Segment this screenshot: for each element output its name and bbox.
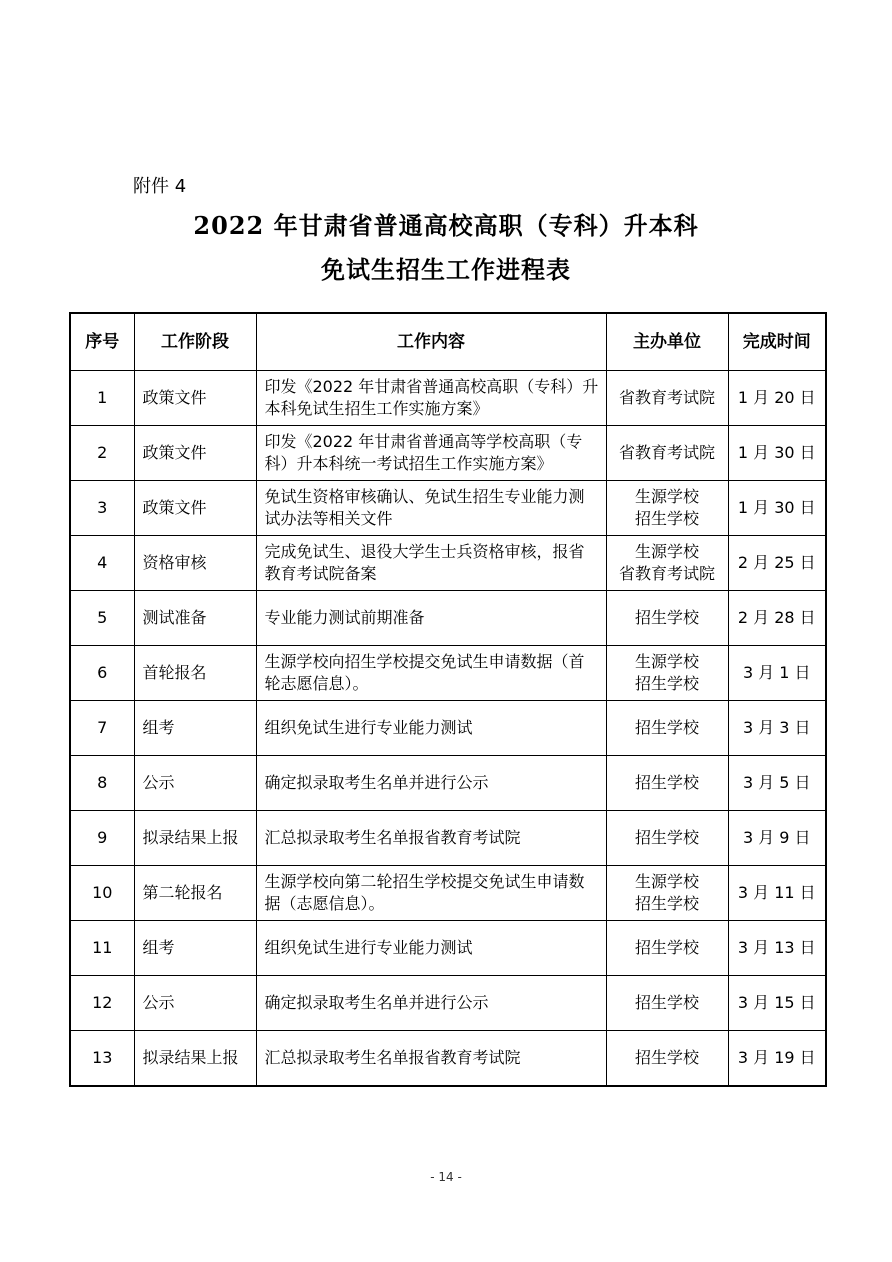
deadline-cell: 3 月 19 日 bbox=[728, 1031, 826, 1087]
column-header-deadline: 完成时间 bbox=[728, 313, 826, 371]
table-row bbox=[70, 1031, 826, 1087]
table-row bbox=[70, 701, 826, 756]
organizer-cell bbox=[606, 481, 728, 536]
row-number-cell: 2 bbox=[70, 426, 134, 481]
stage-cell: 组考 bbox=[134, 921, 256, 976]
row-number-cell: 12 bbox=[70, 976, 134, 1031]
deadline-cell: 3 月 15 日 bbox=[728, 976, 826, 1031]
deadline-cell: 3 月 9 日 bbox=[728, 811, 826, 866]
organizer-name: 招生学校 bbox=[634, 509, 699, 528]
stage-cell: 组考 bbox=[134, 701, 256, 756]
organizer-name: 招生学校 bbox=[634, 718, 699, 737]
organizer-cell bbox=[606, 811, 728, 866]
stage-cell: 拟录结果上报 bbox=[134, 1031, 256, 1087]
deadline-cell: 1 月 20 日 bbox=[728, 371, 826, 426]
deadline-cell: 2 月 25 日 bbox=[728, 536, 826, 591]
organizer-name: 生源学校 bbox=[634, 872, 699, 891]
organizer-name: 招生学校 bbox=[634, 608, 699, 627]
content-cell: 印发《2022 年甘肃省普通高等学校高职（专科）升本科统一考试招生工作实施方案》 bbox=[256, 426, 606, 481]
deadline-cell: 1 月 30 日 bbox=[728, 426, 826, 481]
row-number-cell: 7 bbox=[70, 701, 134, 756]
content-cell: 确定拟录取考生名单并进行公示 bbox=[256, 976, 606, 1031]
content-cell: 完成免试生、退役大学生士兵资格审核，报省教育考试院备案 bbox=[256, 536, 606, 591]
row-number-cell: 9 bbox=[70, 811, 134, 866]
organizer-cell bbox=[606, 921, 728, 976]
organizer-name: 省教育考试院 bbox=[618, 443, 715, 462]
organizer-cell bbox=[606, 536, 728, 591]
document-title-line-2: 免试生招生工作进程表 bbox=[321, 255, 571, 284]
stage-cell: 资格审核 bbox=[134, 536, 256, 591]
organizer-cell bbox=[606, 646, 728, 701]
table-row bbox=[70, 481, 826, 536]
table-row bbox=[70, 591, 826, 646]
table-row bbox=[70, 756, 826, 811]
document-title-line-1: 2022 年甘肃省普通高校高职（专科）升本科 bbox=[193, 211, 699, 240]
organizer-name: 省教育考试院 bbox=[618, 388, 715, 407]
table-row bbox=[70, 921, 826, 976]
organizer-cell bbox=[606, 1031, 728, 1087]
schedule-table bbox=[69, 312, 827, 1087]
content-cell: 汇总拟录取考生名单报省教育考试院 bbox=[256, 811, 606, 866]
content-cell: 印发《2022 年甘肃省普通高校高职（专科）升本科免试生招生工作实施方案》 bbox=[256, 371, 606, 426]
organizer-name: 生源学校 bbox=[634, 542, 699, 561]
column-header-stage: 工作阶段 bbox=[134, 313, 256, 371]
stage-cell: 公示 bbox=[134, 976, 256, 1031]
row-number-cell: 11 bbox=[70, 921, 134, 976]
row-number-cell: 1 bbox=[70, 371, 134, 426]
row-number-cell: 3 bbox=[70, 481, 134, 536]
column-header-no: 序号 bbox=[70, 313, 134, 371]
table-row bbox=[70, 536, 826, 591]
row-number-cell: 6 bbox=[70, 646, 134, 701]
content-cell: 免试生资格审核确认、免试生招生专业能力测试办法等相关文件 bbox=[256, 481, 606, 536]
row-number-cell: 13 bbox=[70, 1031, 134, 1087]
column-header-content: 工作内容 bbox=[256, 313, 606, 371]
organizer-name: 招生学校 bbox=[634, 938, 699, 957]
organizer-cell bbox=[606, 371, 728, 426]
stage-cell: 公示 bbox=[134, 756, 256, 811]
organizer-name: 生源学校 bbox=[634, 487, 699, 506]
table-row bbox=[70, 811, 826, 866]
deadline-cell: 3 月 13 日 bbox=[728, 921, 826, 976]
table-row bbox=[70, 866, 826, 921]
organizer-cell bbox=[606, 591, 728, 646]
deadline-cell: 3 月 5 日 bbox=[728, 756, 826, 811]
organizer-cell bbox=[606, 756, 728, 811]
deadline-cell: 3 月 1 日 bbox=[728, 646, 826, 701]
organizer-name: 招生学校 bbox=[634, 828, 699, 847]
content-cell: 生源学校向第二轮招生学校提交免试生申请数据（志愿信息）。 bbox=[256, 866, 606, 921]
stage-cell: 拟录结果上报 bbox=[134, 811, 256, 866]
deadline-cell: 3 月 3 日 bbox=[728, 701, 826, 756]
organizer-cell bbox=[606, 866, 728, 921]
stage-cell: 政策文件 bbox=[134, 426, 256, 481]
organizer-cell bbox=[606, 426, 728, 481]
content-cell: 组织免试生进行专业能力测试 bbox=[256, 701, 606, 756]
stage-cell: 政策文件 bbox=[134, 371, 256, 426]
organizer-name: 省教育考试院 bbox=[618, 564, 715, 583]
stage-cell: 测试准备 bbox=[134, 591, 256, 646]
table-row bbox=[70, 646, 826, 701]
attachment-label: 附件 4 bbox=[133, 176, 187, 197]
organizer-name: 生源学校 bbox=[634, 652, 699, 671]
table-header-row bbox=[70, 313, 826, 371]
stage-cell: 第二轮报名 bbox=[134, 866, 256, 921]
organizer-cell bbox=[606, 701, 728, 756]
stage-cell: 首轮报名 bbox=[134, 646, 256, 701]
table-row bbox=[70, 371, 826, 426]
table-body bbox=[70, 371, 826, 1087]
table-row bbox=[70, 426, 826, 481]
column-header-organizer: 主办单位 bbox=[606, 313, 728, 371]
organizer-name: 招生学校 bbox=[634, 773, 699, 792]
content-cell: 汇总拟录取考生名单报省教育考试院 bbox=[256, 1031, 606, 1087]
organizer-cell bbox=[606, 976, 728, 1031]
stage-cell: 政策文件 bbox=[134, 481, 256, 536]
row-number-cell: 4 bbox=[70, 536, 134, 591]
content-cell: 专业能力测试前期准备 bbox=[256, 591, 606, 646]
deadline-cell: 1 月 30 日 bbox=[728, 481, 826, 536]
row-number-cell: 8 bbox=[70, 756, 134, 811]
table-row bbox=[70, 976, 826, 1031]
deadline-cell: 3 月 11 日 bbox=[728, 866, 826, 921]
organizer-name: 招生学校 bbox=[634, 894, 699, 913]
page-number: - 14 - bbox=[430, 1170, 462, 1184]
content-cell: 确定拟录取考生名单并进行公示 bbox=[256, 756, 606, 811]
content-cell: 组织免试生进行专业能力测试 bbox=[256, 921, 606, 976]
row-number-cell: 5 bbox=[70, 591, 134, 646]
organizer-name: 招生学校 bbox=[634, 674, 699, 693]
row-number-cell: 10 bbox=[70, 866, 134, 921]
deadline-cell: 2 月 28 日 bbox=[728, 591, 826, 646]
content-cell: 生源学校向招生学校提交免试生申请数据（首轮志愿信息）。 bbox=[256, 646, 606, 701]
organizer-name: 招生学校 bbox=[634, 993, 699, 1012]
organizer-name: 招生学校 bbox=[634, 1048, 699, 1067]
